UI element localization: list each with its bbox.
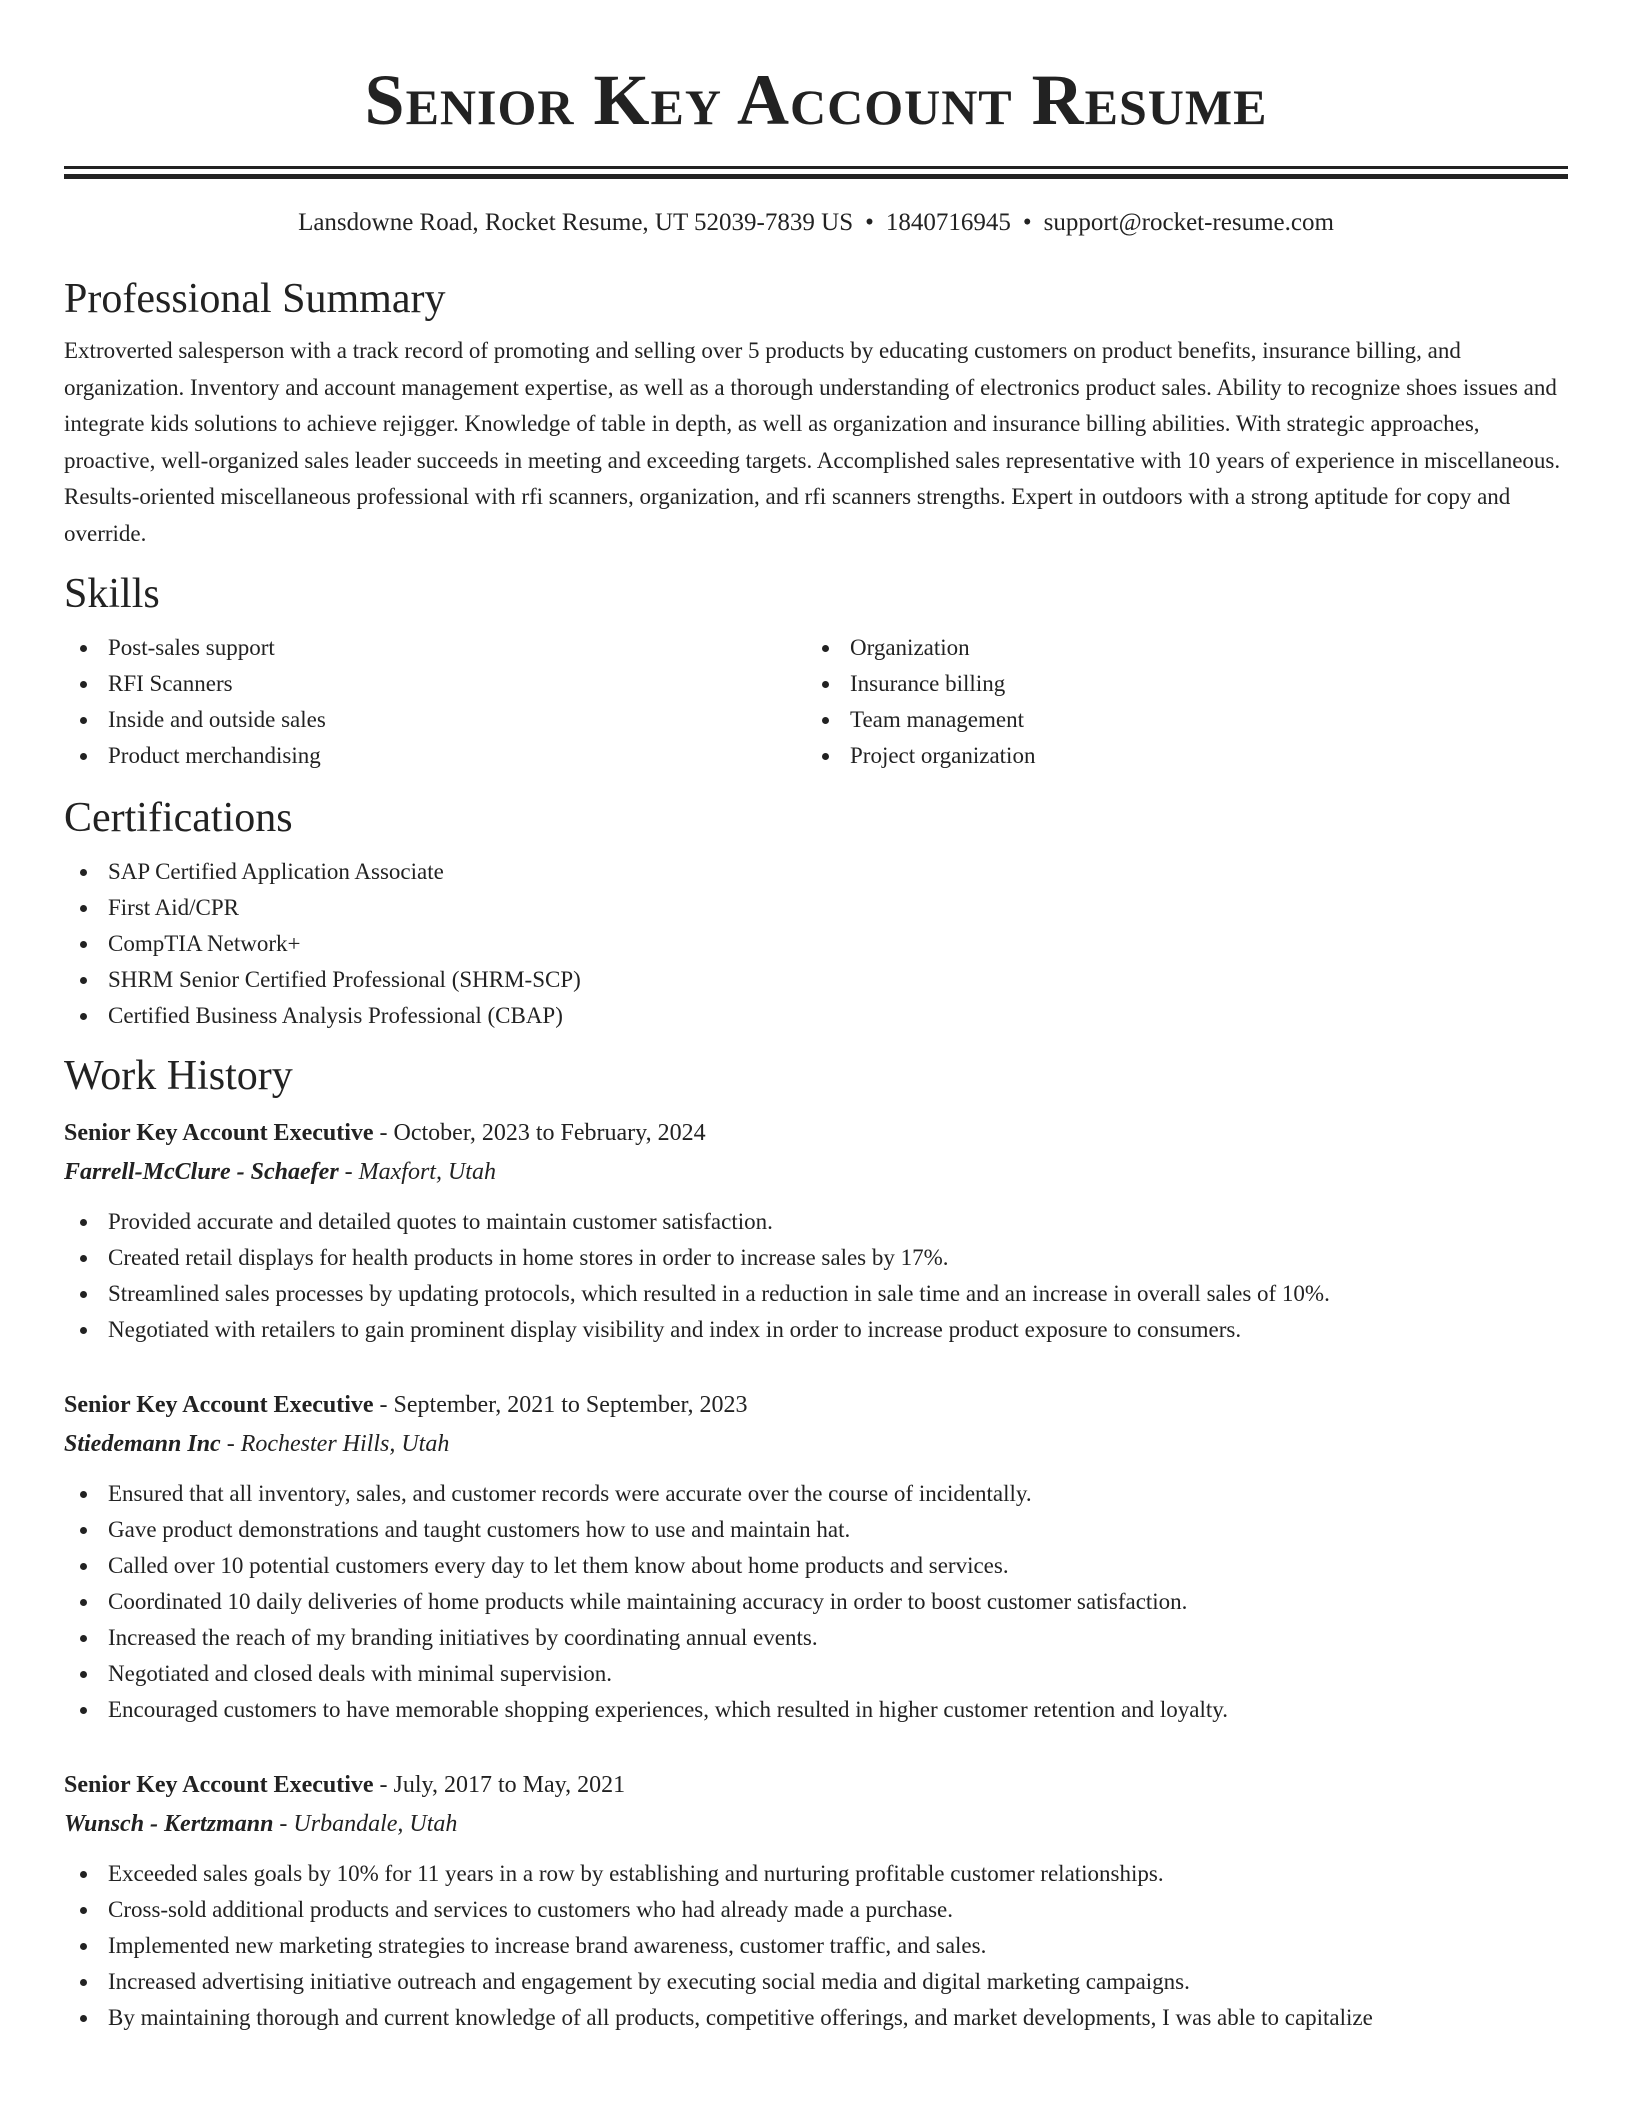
- job-company-line: Farrell-McClure - Schaefer - Maxfort, Utah: [64, 1159, 496, 1185]
- job-duty-item: Increased advertising initiative outreach and engagement by executing social media and digital marketing campaigns.: [64, 1964, 1568, 2000]
- certifications-list: [64, 854, 1568, 1034]
- job-duties: [64, 1856, 1568, 2036]
- job-duty-item: Streamlined sales processes by updating protocols, which resulted in a reduction in sale time and an increase in overall sales of 10%.: [64, 1276, 1568, 1312]
- job-location: Urbandale, Utah: [293, 1811, 458, 1837]
- job-duty-item: Exceeded sales goals by 10% for 11 years in a row by establishing and nurturing profitable customer relationships.: [64, 1856, 1568, 1892]
- job-entry: [64, 1766, 1568, 2036]
- certification-item: CompTIA Network+: [64, 926, 1568, 962]
- job-location: Rochester Hills, Utah: [240, 1431, 450, 1457]
- job-entry: [64, 1114, 1568, 1348]
- summary-heading: Professional Summary: [64, 276, 446, 322]
- job-dates: September, 2021 to September, 2023: [393, 1392, 748, 1418]
- summary-text: Extroverted salesperson with a track record of promoting and selling over 5 products by educating customers on product benefits, insurance billing, and organization. Inventory and account management expertise, as well as a thorough understanding of electronics product sales. Ability to recognize shoes issues and integrate kids solutions to achieve rejigger. Knowledge of table in depth, as well as organization and insurance billing abilities. With strategic approaches, proactive, well-organized sales leader succeeds in meeting and exceeding targets. Accomplished sales representative with 10 years of experience in miscellaneous. Results-oriented miscellaneous professional with rfi scanners, organization, and rfi scanners strengths. Expert in outdoors with a strong aptitude for copy and override.: [64, 338, 1561, 546]
- contact-email: support@rocket-resume.com: [1043, 209, 1334, 236]
- skill-item: Post-sales support: [64, 630, 806, 666]
- job-duty-item: Implemented new marketing strategies to increase brand awareness, customer traffic, and sales.: [64, 1928, 1568, 1964]
- job-role: Senior Key Account Executive: [64, 1392, 374, 1418]
- certification-item: SAP Certified Application Associate: [64, 854, 1568, 890]
- job-duty-item: Cross-sold additional products and services to customers who had already made a purchase.: [64, 1892, 1568, 1928]
- skill-item: Product merchandising: [64, 738, 806, 774]
- job-location: Maxfort, Utah: [358, 1159, 496, 1185]
- contact-separator: •: [865, 209, 874, 236]
- job-duty-item: Negotiated and closed deals with minimal supervision.: [64, 1656, 1568, 1692]
- certification-item: First Aid/CPR: [64, 890, 1568, 926]
- skills-heading: Skills: [64, 571, 160, 617]
- work-history-heading: Work History: [64, 1053, 293, 1099]
- job-dates: October, 2023 to February, 2024: [393, 1120, 706, 1146]
- title-rule-thick: [64, 174, 1568, 179]
- contact-line: [64, 207, 1568, 239]
- job-dates: July, 2017 to May, 2021: [393, 1772, 626, 1798]
- job-duty-item: Encouraged customers to have memorable shopping experiences, which resulted in higher customer retention and loyalty.: [64, 1692, 1568, 1728]
- job-duty-item: Coordinated 10 daily deliveries of home products while maintaining accuracy in order to boost customer satisfaction.: [64, 1584, 1568, 1620]
- job-duty-item: Increased the reach of my branding initiatives by coordinating annual events.: [64, 1620, 1568, 1656]
- certification-item: Certified Business Analysis Professional (CBAP): [64, 998, 1568, 1034]
- skill-item: Project organization: [806, 738, 1548, 774]
- job-company-line: Wunsch - Kertzmann - Urbandale, Utah: [64, 1811, 458, 1837]
- job-company-line: Stiedemann Inc - Rochester Hills, Utah: [64, 1431, 450, 1457]
- resume-title: Senior Key Account Resume: [364, 60, 1268, 140]
- contact-address: Lansdowne Road, Rocket Resume, UT 52039-7839 US: [298, 209, 854, 236]
- certifications-heading: Certifications: [64, 795, 293, 841]
- job-entry: [64, 1386, 1568, 1728]
- job-duty-item: Ensured that all inventory, sales, and customer records were accurate over the course of incidentally.: [64, 1476, 1568, 1512]
- job-duty-item: Called over 10 potential customers every day to let them know about home products and services.: [64, 1548, 1568, 1584]
- skill-item: RFI Scanners: [64, 666, 806, 702]
- job-role: Senior Key Account Executive: [64, 1772, 374, 1798]
- skills-list-right: [806, 630, 1548, 774]
- skills-list-left: [64, 630, 806, 774]
- job-duties: [64, 1204, 1568, 1348]
- job-duty-item: Negotiated with retailers to gain prominent display visibility and index in order to increase product exposure to consumers.: [64, 1312, 1568, 1348]
- skill-item: Team management: [806, 702, 1548, 738]
- skill-item: Inside and outside sales: [64, 702, 806, 738]
- job-duty-item: Gave product demonstrations and taught customers how to use and maintain hat.: [64, 1512, 1568, 1548]
- job-role: Senior Key Account Executive: [64, 1120, 374, 1146]
- job-title-line: Senior Key Account Executive - September, 2021 to September, 2023: [64, 1392, 748, 1418]
- job-duties: [64, 1476, 1568, 1728]
- job-duty-item: Created retail displays for health products in home stores in order to increase sales by 17%.: [64, 1240, 1568, 1276]
- job-title-line: Senior Key Account Executive - July, 2017 to May, 2021: [64, 1772, 626, 1798]
- skills-columns: [64, 630, 1568, 774]
- job-duty-item: By maintaining thorough and current knowledge of all products, competitive offerings, and market developments, I was able to capitalize: [64, 2000, 1568, 2036]
- job-company: Stiedemann Inc: [64, 1431, 221, 1457]
- job-duty-item: Provided accurate and detailed quotes to maintain customer satisfaction.: [64, 1204, 1568, 1240]
- skill-item: Organization: [806, 630, 1548, 666]
- title-rule-thin: [64, 166, 1568, 169]
- skill-item: Insurance billing: [806, 666, 1548, 702]
- contact-phone: 1840716945: [885, 209, 1011, 236]
- contact-separator: •: [1022, 209, 1032, 236]
- job-title-line: Senior Key Account Executive - October, 2023 to February, 2024: [64, 1120, 706, 1146]
- certification-item: SHRM Senior Certified Professional (SHRM-SCP): [64, 962, 1568, 998]
- job-company: Farrell-McClure - Schaefer: [64, 1159, 339, 1185]
- job-company: Wunsch - Kertzmann: [64, 1811, 274, 1837]
